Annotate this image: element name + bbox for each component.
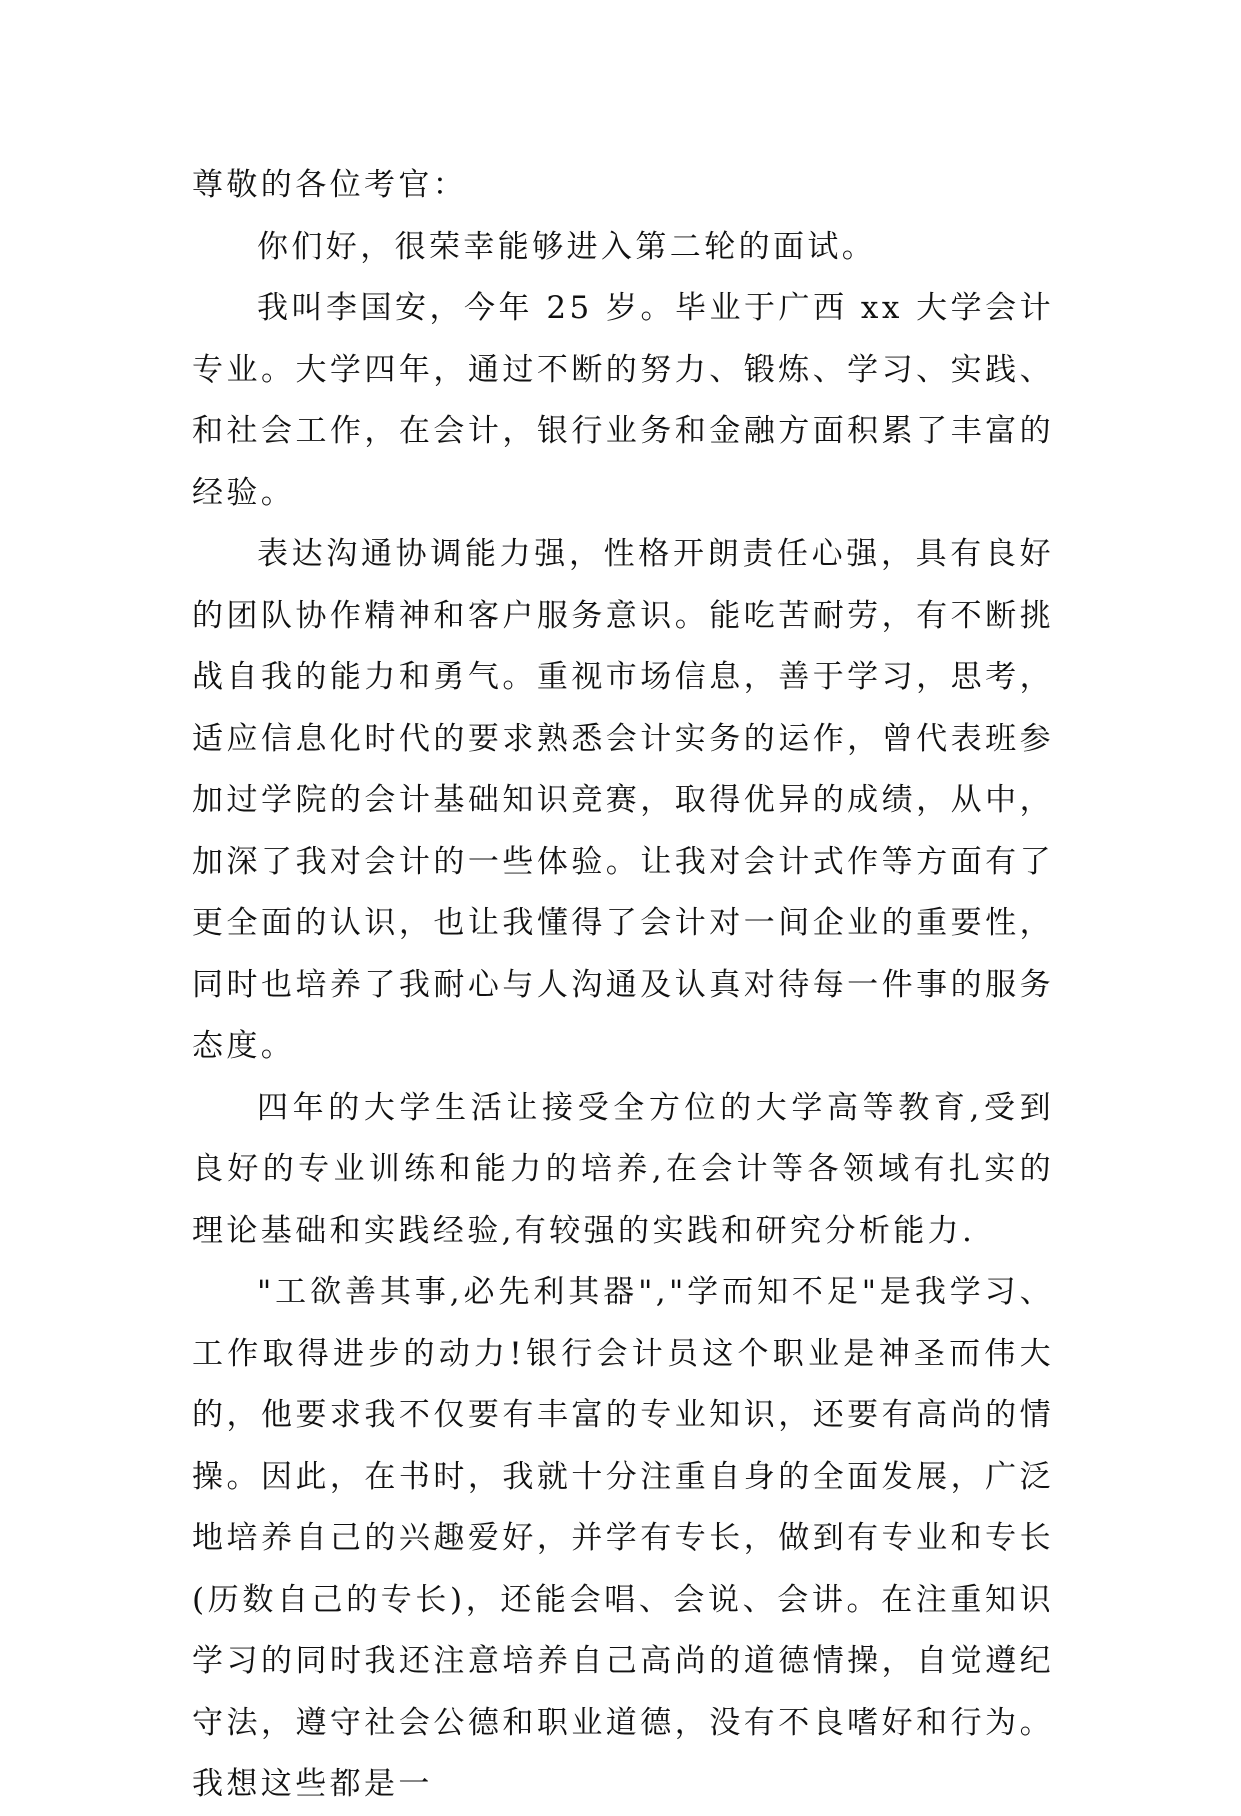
document-body [192, 155, 1054, 1816]
paragraph-abilities: 表达沟通协调能力强，性格开朗责任心强，具有良好的团队协作精神和客户服务意识。能吃苦耐劳，有不断挑战自我的能力和勇气。重视市场信息，善于学习，思考，适应信息化时代的要求熟悉会计实务的运作，曾代表班参加过学院的会计基础知识竞赛，取得优异的成绩，从中，加深了我对会计的一些体验。让我对会计式作等方面有了更全面的认识，也让我懂得了会计对一间企业的重要性，同时也培养了我耐心与人沟通及认真对待每一件事的服务态度。 [192, 536, 1054, 1064]
paragraph-introduction: 我叫李国安，今年 25 岁。毕业于广西 xx 大学会计专业。大学四年，通过不断的努力、锻炼、学习、实践、和社会工作，在会计，银行业务和金融方面积累了丰富的经验。 [192, 290, 1054, 511]
salutation: 尊敬的各位考官： [192, 167, 468, 203]
paragraph-education: 四年的大学生活让接受全方位的大学高等教育,受到良好的专业训练和能力的培养,在会计等各领域有扎实的理论基础和实践经验,有较强的实践和研究分析能力. [192, 1089, 1054, 1249]
paragraph-greeting: 你们好，很荣幸能够进入第二轮的面试。 [257, 228, 877, 265]
paragraph-motivation: "工欲善其事,必先利其器","学而知不足"是我学习、工作取得进步的动力!银行会计员这个职业是神圣而伟大的，他要求我不仅要有丰富的专业知识，还要有高尚的情操。因此，在书时，我就十分注重自身的全面发展，广泛地培养自己的兴趣爱好，并学有专长，做到有专业和专长(历数自己的专长)，还能会唱、会说、会讲。在注重知识学习的同时我还注意培养自己高尚的道德情操，自觉遵纪守法，遵守社会公德和职业道德，没有不良嗜好和行为。我想这些都是一 [192, 1274, 1054, 1802]
